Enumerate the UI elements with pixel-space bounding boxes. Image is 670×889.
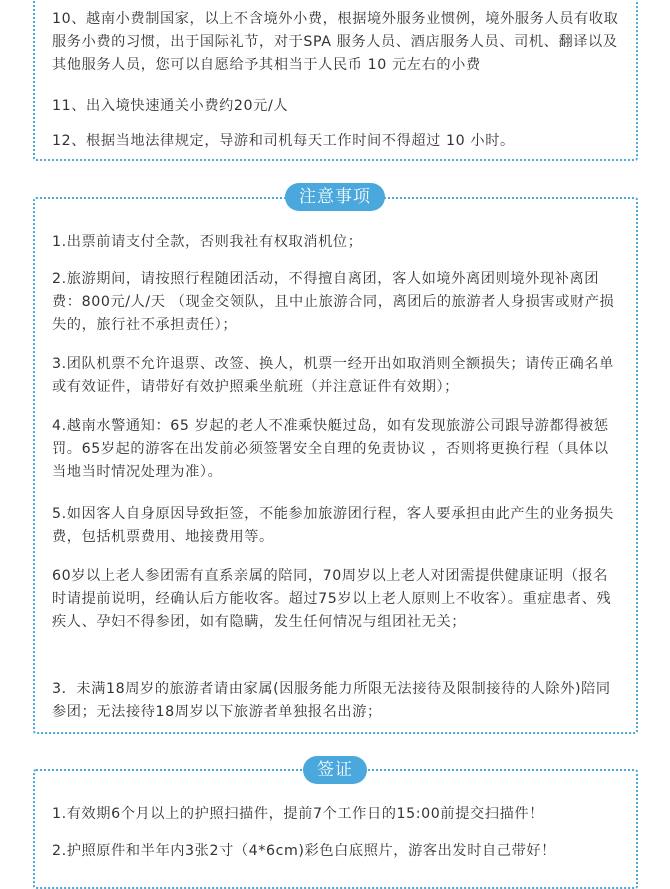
- visa-section: [33, 769, 638, 889]
- visa-item-1: 1.有效期6个月以上的护照扫描件，提前7个工作日的15:00前提交扫描件！: [52, 806, 544, 822]
- notes-item-5: 5.如因客人自身原因导致拒签，不能参加旅游团行程，客人要承担由此产生的业务损失费，包括机票费用、地接费用等。: [52, 506, 614, 545]
- notes-item-1: 1.出票前请支付全款，否则我社有权取消机位；: [52, 234, 363, 250]
- visa-item-2: 2.护照原件和半年内3张2寸（4*6cm)彩色白底照片，游客出发时自己带好！: [52, 843, 556, 859]
- fees-item-10: 10、越南小费制国家，以上不含境外小费，根据境外服务业惯例，境外服务人员有收取服务小费的习惯，出于国际礼节，对于SPA 服务人员、酒店服务人员、司机、翻译以及其他服务人员，您可以自愿给予其相当于人民币 10 元左右的小费: [52, 11, 619, 73]
- fees-item-11: 11、出入境快速通关小费约20元/人: [52, 98, 289, 114]
- notes-item-3: 3.团队机票不允许退票、改签、换人，机票一经开出如取消则全额损失；请传正确名单或有效证件，请带好有效护照乘坐航班（并注意证件有效期）；: [52, 356, 614, 395]
- notes-item-7: 3．未满18周岁的旅游者请由家属(因服务能力所限无法接待及限制接待的人除外)陪同参团；无法接待18周岁以下旅游者单独报名出游；: [52, 681, 611, 720]
- fees-item-12: 12、根据当地法律规定，导游和司机每天工作时间不得超过 10 小时。: [52, 133, 515, 149]
- notes-item-6: 60岁以上老人参团需有直系亲属的陪同，70周岁以上老人对团需提供健康证明（报名时请提前说明，经确认后方能收客。超过75岁以上老人原则上不收客）。重症患者、残疾人、孕妇不得参团，如有隐瞒，发生任何情况与组团社无关；: [52, 568, 612, 630]
- notes-section-title: 注意事项: [285, 183, 385, 211]
- notes-item-2: 2.旅游期间，请按照行程随团活动，不得擅自离团，客人如境外离团则境外现补离团费：800元/人/天 （现金交领队，且中止旅游合同，离团后的旅游者人身损害或财产损失的，旅行社不承担责任）；: [52, 271, 615, 333]
- notes-item-4: 4.越南水警通知：65 岁起的老人不准乘快艇过岛，如有发现旅游公司跟导游都得被惩罚。65岁起的游客在出发前必须签署安全自理的免责协议 ，否则将更换行程（具体以当地当时情况处理为准）。: [52, 418, 609, 480]
- visa-section-title: 签证: [303, 756, 367, 784]
